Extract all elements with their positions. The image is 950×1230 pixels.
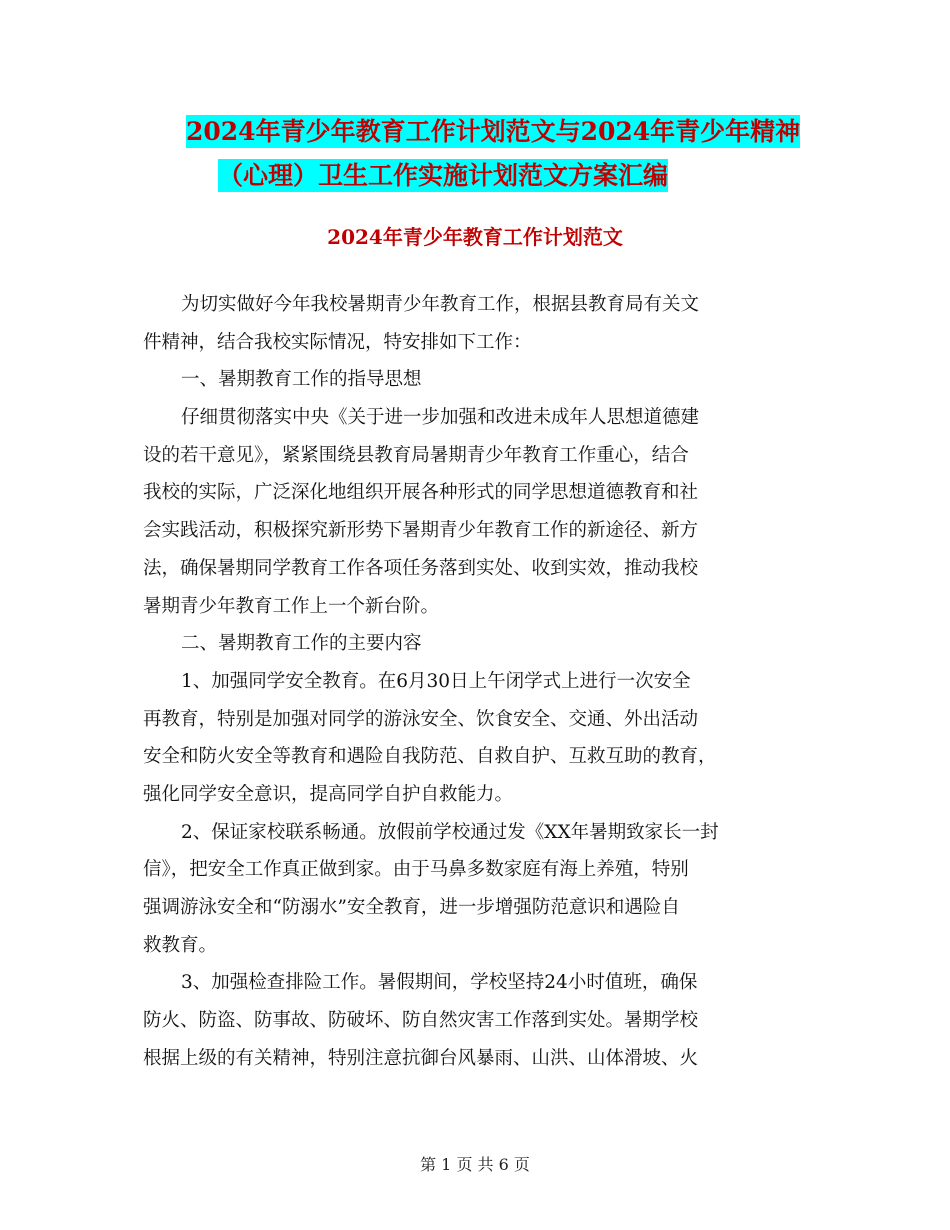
- paragraph-line: 会实践活动，积极探究新形势下暑期青少年教育工作的新途径、新方: [143, 520, 699, 542]
- paragraph-line: 再教育，特别是加强对同学的游泳安全、饮食安全、交通、外出活动: [143, 708, 699, 730]
- paragraph-line: 3、加强检查排险工作。暑假期间，学校坚持24小时值班，确保: [181, 972, 698, 994]
- paragraph-line: 件精神，结合我校实际情况，特安排如下工作：: [143, 331, 532, 353]
- body-text: [143, 286, 803, 1077]
- paragraph-line: 法，确保暑期同学教育工作各项任务落到实处、收到实效，推动我校: [143, 557, 699, 579]
- paragraph-line: 信》，把安全工作真正做到家。由于马鼻多数家庭有海上养殖，特别: [143, 859, 689, 881]
- title-line-1: [140, 110, 820, 154]
- paragraph-line: 设的若干意见》，紧紧围绕县教育局暑期青少年教育工作重心，结合: [143, 444, 689, 466]
- paragraph-line: 为切实做好今年我校暑期青少年教育工作，根据县教育局有关文: [181, 294, 700, 315]
- title-line-1-highlight: 2024年青少年教育工作计划范文与2024年青少年精神: [186, 117, 801, 146]
- paragraph-line: 防火、防盗、防事故、防破坏、防自然灾害工作落到实处。暑期学校: [143, 1010, 699, 1032]
- paragraph-line: 暑期青少年教育工作上一个新台阶。: [143, 595, 440, 617]
- paragraph-line: 我校的实际，广泛深化地组织开展各种形式的同学思想道德教育和社: [143, 482, 699, 504]
- section-heading-2: 二、暑期教育工作的主要内容: [181, 633, 422, 655]
- paragraph-line: 救教育。: [143, 934, 218, 956]
- paragraph-line: 强调游泳安全和“防溺水”安全教育，进一步增强防范意识和遇险自: [143, 897, 680, 918]
- document-title: [140, 110, 820, 198]
- section-heading-1: 一、暑期教育工作的指导思想: [181, 369, 422, 391]
- paragraph-line: 1、加强同学安全教育。在6月30日上午闭学式上进行一次安全: [181, 670, 691, 692]
- title-line-2-highlight: （心理）卫生工作实施计划范文方案汇编: [218, 161, 669, 190]
- paragraph-line: 仔细贯彻落实中央《关于进一步加强和改进未成年人思想道德建: [181, 407, 700, 429]
- page-footer: 第 1 页 共 6 页: [420, 1155, 530, 1174]
- paragraph-line: 根据上级的有关精神，特别注意抗御台风暴雨、山洪、山体滑坡、火: [143, 1047, 699, 1069]
- paragraph-line: 强化同学安全意识，提高同学自护自救能力。: [143, 783, 514, 805]
- section-title: 2024年青少年教育工作计划范文: [327, 225, 623, 249]
- paragraph-line: 安全和防火安全等教育和遇险自我防范、自救自护、互救互助的教育，: [143, 746, 717, 768]
- paragraph-line: 2、保证家校联系畅通。放假前学校通过发《XX年暑期致家长一封: [181, 821, 719, 843]
- title-line-2: [140, 154, 820, 198]
